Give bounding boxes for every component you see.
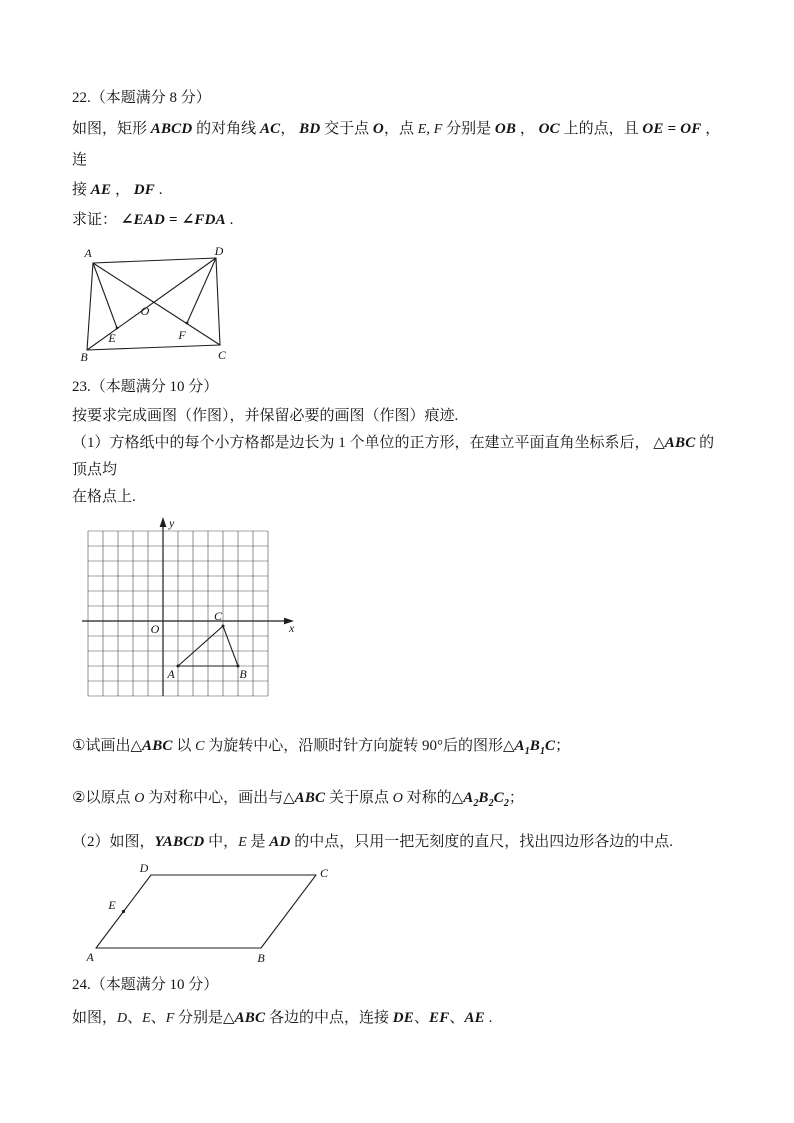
problem-23-part1-line-2 bbox=[72, 484, 724, 511]
text-segment: 、 bbox=[413, 1010, 429, 1026]
problem-24-statement bbox=[72, 1003, 724, 1034]
text-segment: AC bbox=[259, 121, 281, 137]
text-segment: DE bbox=[392, 1010, 414, 1026]
text-segment: AD bbox=[269, 834, 291, 850]
text-segment: O bbox=[372, 121, 384, 137]
text-segment: C bbox=[493, 790, 504, 806]
text-segment: , bbox=[426, 121, 434, 137]
para-label-c: C bbox=[320, 866, 329, 880]
text-segment: A bbox=[463, 790, 474, 806]
fig22-label-f: F bbox=[178, 328, 186, 342]
grid-label-o: O bbox=[150, 622, 160, 636]
text-segment: E bbox=[238, 835, 247, 850]
grid-label-y: y bbox=[169, 516, 175, 530]
text-segment: ABC bbox=[141, 738, 173, 754]
point-f bbox=[186, 322, 189, 325]
text-segment: C bbox=[195, 739, 205, 754]
text-segment: ①试画出△ bbox=[72, 738, 142, 754]
text-segment: 按要求完成画图（作图），并保留必要的画图（作图）痕迹. bbox=[72, 408, 459, 424]
text-segment: 2 bbox=[488, 798, 494, 809]
fig22-label-e: E bbox=[108, 331, 116, 345]
text-segment: 24.（本题满分 10 分） bbox=[72, 977, 219, 993]
text-segment: 1 bbox=[524, 746, 530, 757]
text-segment: ，点 bbox=[383, 121, 418, 137]
text-segment: B bbox=[478, 790, 489, 806]
problem-22-number bbox=[72, 88, 724, 108]
problem-23-number bbox=[72, 377, 724, 397]
text-segment: A bbox=[514, 738, 525, 754]
para-label-d: D bbox=[139, 863, 149, 875]
fig22-label-c: C bbox=[217, 348, 227, 362]
grid-point-a bbox=[177, 665, 180, 668]
text-segment: ABC bbox=[294, 790, 326, 806]
text-segment: 为旋转中心，沿顺时针方向旋转 90°后的图形△ bbox=[204, 738, 515, 754]
grid-label-b: B bbox=[239, 667, 247, 681]
text-segment: 接 bbox=[72, 182, 91, 198]
problem-24-number bbox=[72, 975, 724, 995]
text-segment: . bbox=[154, 182, 163, 198]
text-segment: 、 bbox=[449, 1010, 465, 1026]
text-segment: F bbox=[165, 1011, 175, 1026]
text-segment: 、 bbox=[127, 1010, 143, 1026]
problem-22-prove-line bbox=[72, 205, 724, 235]
text-segment: AE bbox=[90, 182, 112, 198]
grid-point-c bbox=[222, 625, 225, 628]
text-segment: （1）方格纸中的每个小方格都是边长为 1 个单位的正方形，在建立平面直角坐标系后， △ bbox=[72, 435, 665, 451]
text-segment: 的中点，只用一把无刻度的直尺，找出四边形各边的中点. bbox=[290, 834, 674, 850]
text-segment: ， bbox=[111, 182, 134, 198]
text-segment: 在格点上. bbox=[72, 489, 136, 505]
text-segment: YABCD bbox=[154, 834, 205, 850]
text-segment: 2 bbox=[503, 798, 509, 809]
grid-label-c: C bbox=[213, 609, 223, 623]
text-segment: 上的点，且 bbox=[559, 121, 643, 137]
text-segment: 的对角线 bbox=[192, 121, 260, 137]
coordinate-grid-figure bbox=[80, 515, 300, 710]
text-segment: 如图， bbox=[72, 1010, 118, 1026]
text-segment: O bbox=[134, 791, 145, 806]
text-segment: 交于点 bbox=[320, 121, 373, 137]
text-segment: ②以原点 bbox=[72, 790, 135, 806]
text-segment: 的顶点均 bbox=[72, 435, 715, 478]
text-segment: ∠EAD = ∠FDA bbox=[120, 212, 226, 228]
text-segment: ； bbox=[555, 738, 571, 754]
text-segment: E bbox=[142, 1011, 151, 1026]
text-segment: . bbox=[484, 1010, 493, 1026]
problem-23-item-2 bbox=[72, 786, 724, 816]
text-segment: 各边的中点，连接 bbox=[265, 1010, 393, 1026]
text-segment: DF bbox=[133, 182, 155, 198]
text-segment: 求证： bbox=[72, 212, 121, 228]
text-segment: 、 bbox=[150, 1010, 166, 1026]
text-segment: E bbox=[417, 122, 427, 137]
fig22-label-b: B bbox=[80, 350, 88, 363]
text-segment: 1 bbox=[539, 746, 545, 757]
para-label-a: A bbox=[86, 950, 94, 963]
fig22-label-a: A bbox=[84, 246, 92, 260]
text-segment: 分别是△ bbox=[174, 1010, 235, 1026]
text-segment: EF bbox=[429, 1010, 450, 1026]
text-segment: 中， bbox=[204, 834, 239, 850]
parallelogram-figure bbox=[86, 863, 331, 963]
problem-22-statement-line-1 bbox=[72, 114, 724, 175]
grid-label-a: A bbox=[167, 667, 175, 681]
fig22-label-o: O bbox=[140, 304, 150, 318]
text-segment: ABC bbox=[664, 435, 696, 451]
text-segment: ABC bbox=[234, 1010, 266, 1026]
problem-23-part1-line-1 bbox=[72, 430, 724, 484]
text-segment: O bbox=[392, 791, 403, 806]
text-segment: 是 bbox=[246, 834, 270, 850]
problem-22-statement-line-2 bbox=[72, 175, 724, 205]
text-segment: （2）如图， bbox=[72, 834, 155, 850]
text-segment: 23.（本题满分 10 分） bbox=[72, 379, 219, 395]
text-segment: ， bbox=[516, 121, 539, 137]
text-segment: 关于原点 bbox=[325, 790, 393, 806]
fig22-label-d: D bbox=[214, 245, 224, 258]
text-segment: OE = OF bbox=[642, 121, 702, 137]
text-segment: AE bbox=[464, 1010, 485, 1026]
text-segment: ； bbox=[508, 790, 524, 806]
para-label-e: E bbox=[108, 898, 116, 912]
text-segment: 对称的△ bbox=[402, 790, 464, 806]
text-segment: 分别是 bbox=[442, 121, 495, 137]
text-segment: 以 bbox=[172, 738, 196, 754]
problem-23-item-1 bbox=[72, 734, 724, 764]
text-segment: B bbox=[529, 738, 540, 754]
text-segment: . bbox=[225, 212, 234, 228]
text-segment: BD bbox=[299, 121, 321, 137]
text-segment: C bbox=[544, 738, 556, 754]
segment-ae bbox=[93, 263, 117, 328]
problem-23-instruction bbox=[72, 403, 724, 430]
text-segment: F bbox=[433, 122, 443, 137]
text-segment: D bbox=[117, 1011, 128, 1026]
midpoint-e bbox=[122, 910, 125, 913]
problem-23-part-2 bbox=[72, 830, 724, 855]
text-segment: ABCD bbox=[150, 121, 193, 137]
text-segment: ，连 bbox=[72, 121, 721, 168]
text-segment: ， bbox=[280, 121, 300, 137]
text-segment: 2 bbox=[473, 798, 479, 809]
text-segment: 如图，矩形 bbox=[72, 121, 151, 137]
text-segment: 为对称中心，画出与△ bbox=[144, 790, 295, 806]
text-segment: OC bbox=[538, 121, 560, 137]
grid-label-x: x bbox=[289, 621, 295, 635]
para-label-b: B bbox=[257, 951, 265, 963]
point-e bbox=[116, 327, 119, 330]
y-axis-arrow bbox=[160, 517, 167, 527]
text-segment: OB bbox=[494, 121, 517, 137]
rectangle-diagonals-figure bbox=[78, 245, 228, 363]
text-segment: 22.（本题满分 8 分） bbox=[72, 90, 211, 106]
parallelogram-abcd-outline bbox=[96, 875, 316, 948]
